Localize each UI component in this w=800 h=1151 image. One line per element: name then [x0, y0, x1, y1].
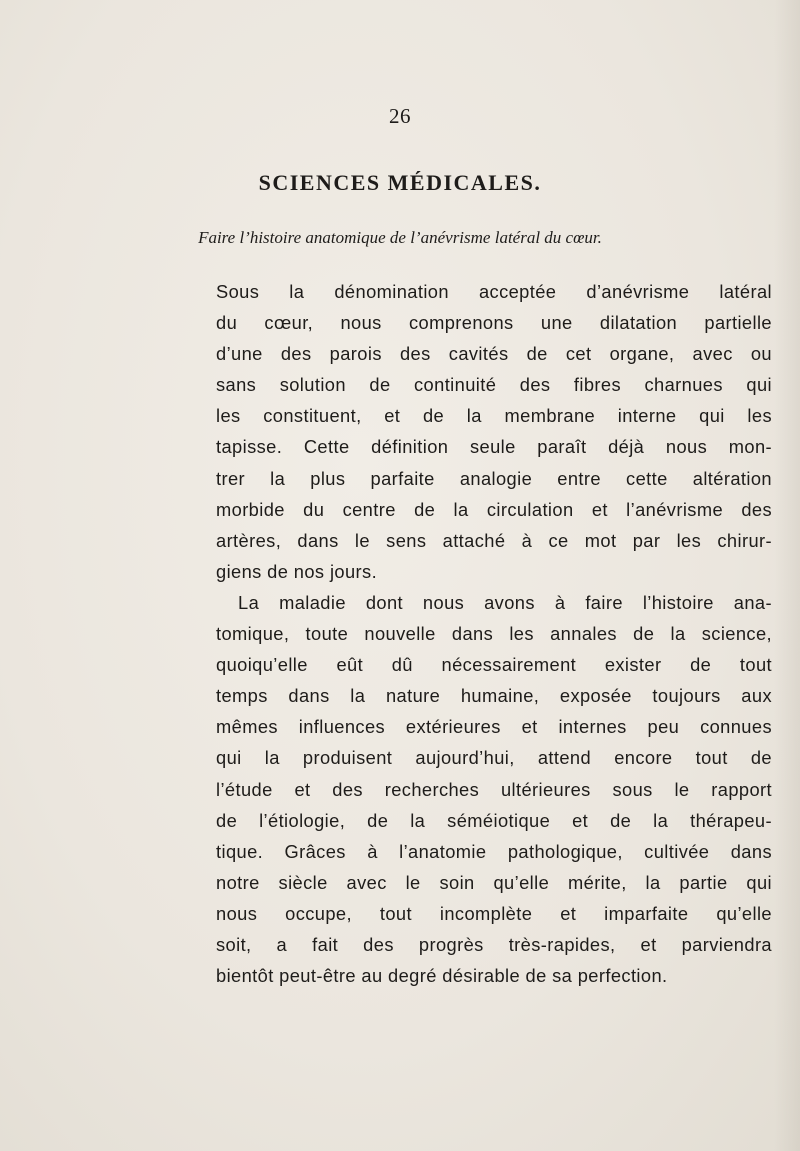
body-text [216, 276, 772, 991]
text-line: sans solution de continuité des fibres charnues qui [216, 374, 772, 396]
text-line: morbide du centre de la circulation et l’anévrisme des [216, 498, 772, 520]
text-line: les constituent, et de la membrane interne qui les [216, 405, 772, 427]
text-line: tomique, toute nouvelle dans les annales de la science, [216, 623, 772, 645]
text-line: trer la plus parfaite analogie entre cette altération [216, 467, 772, 489]
text-line: artères, dans le sens attaché à ce mot par les chirur- [216, 529, 772, 551]
text-line: bientôt peut-être au degré désirable de sa perfection. [216, 965, 668, 987]
text-line: Sous la dénomination acceptée d’anévrisme latéral [216, 281, 772, 302]
text-line: du cœur, nous comprenons une dilatation partielle [216, 312, 772, 334]
text-line: mêmes influences extérieures et internes peu connues [216, 716, 772, 738]
text-line: La maladie dont nous avons à faire l’histoire ana- [238, 591, 772, 613]
text-line: soit, a fait des progrès très-rapides, et parviendra [216, 933, 772, 955]
text-line: de l’étiologie, de la séméiotique et de la thérapeu- [216, 809, 772, 831]
article-subtitle: Faire l’histoire anatomique de l’anévrisme latéral du cœur. [198, 228, 602, 247]
text-line: notre siècle avec le soin qu’elle mérite, la partie qui [216, 871, 772, 893]
text-line: tique. Grâces à l’anatomie pathologique, cultivée dans [216, 840, 772, 862]
page-number: 26 [389, 104, 411, 128]
text-line: d’une des parois des cavités de cet organe, avec ou [216, 343, 772, 365]
text-line: giens de nos jours. [216, 560, 378, 582]
text-line: tapisse. Cette définition seule paraît déjà nous mon- [216, 436, 772, 458]
text-line: qui la produisent aujourd’hui, attend encore tout de [216, 747, 772, 769]
text-line: temps dans la nature humaine, exposée toujours aux [216, 685, 772, 707]
text-line: l’étude et des recherches ultérieures sous le rapport [216, 778, 772, 800]
section-title: SCIENCES MÉDICALES. [258, 170, 542, 195]
text-line: nous occupe, tout incomplète et imparfaite qu’elle [216, 902, 772, 924]
text-line: quoiqu’elle eût dû nécessairement exister de tout [216, 654, 772, 676]
